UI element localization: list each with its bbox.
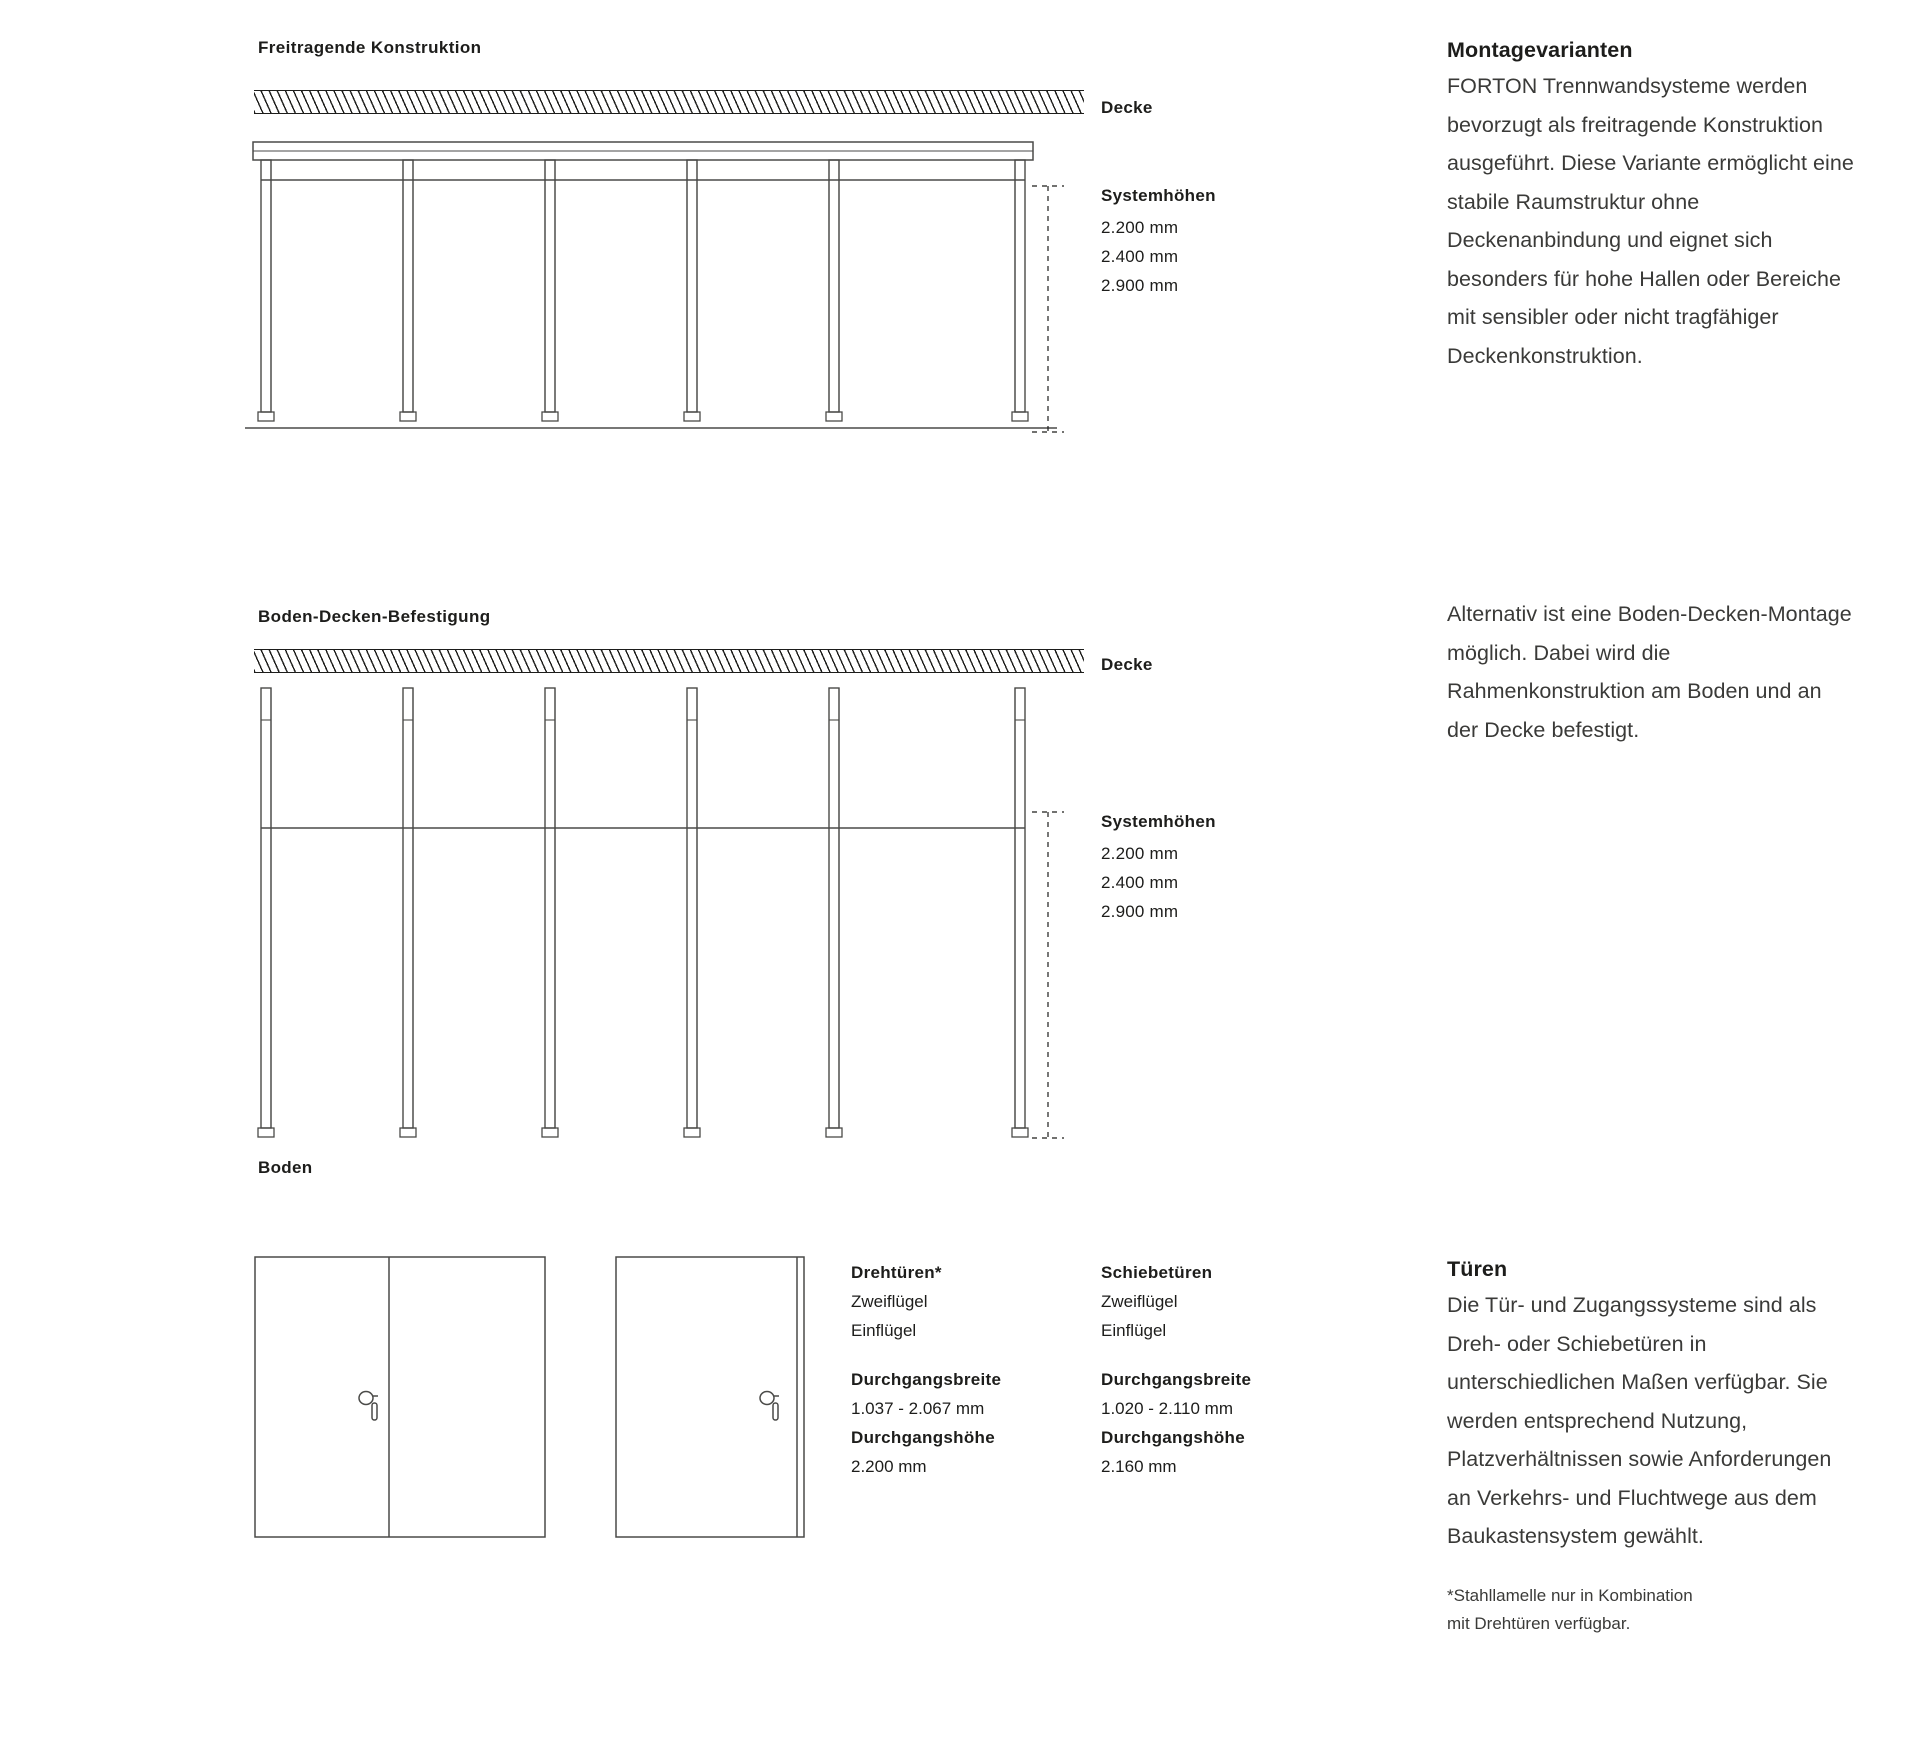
sliding-width-label: Durchgangsbreite xyxy=(1101,1370,1252,1389)
dimension-bracket-floor-ceiling xyxy=(1030,806,1090,1146)
swing-width-label: Durchgangsbreite xyxy=(851,1370,1002,1389)
section-title-cantilever: Freitragende Konstruktion xyxy=(258,38,482,57)
section-title-floor-ceiling: Boden-Decken-Befestigung xyxy=(258,607,491,626)
swing-width-value: 1.037 - 2.067 mm xyxy=(851,1399,985,1418)
right-block-mounting xyxy=(1447,38,1857,375)
alternative-body: Alternativ ist eine Boden-Decken-Montage möglich. Dabei wird die Rahmenkonstruktion am Boden und an der Decke befestigt. xyxy=(1447,602,1852,742)
swing-type-1: Zweiflügel xyxy=(851,1292,928,1311)
system-height-value: 2.900 mm xyxy=(1101,902,1179,921)
mounting-title: Montagevarianten xyxy=(1447,38,1633,62)
drawing-cantilever-wall xyxy=(245,132,1085,522)
mounting-body: FORTON Trennwandsysteme werden bevorzugt als freitragende Konstruktion ausgeführt. Diese Variante ermöglicht eine stabile Raumstruktur ohne Deckenanbindung und eignet sich besonders für hohe Hallen oder Bereiche mit sensibler oder nicht tragfähiger Deckenkonstruktion. xyxy=(1447,74,1854,368)
system-height-value: 2.200 mm xyxy=(1101,844,1179,863)
sliding-type-1: Zweiflügel xyxy=(1101,1292,1178,1311)
right-block-alternative xyxy=(1447,595,1857,749)
swing-title: Drehtüren* xyxy=(851,1263,942,1282)
sliding-height-label: Durchgangshöhe xyxy=(1101,1428,1245,1447)
system-height-value: 2.400 mm xyxy=(1101,247,1179,266)
swing-height-value: 2.200 mm xyxy=(851,1457,927,1476)
ceiling-label-floor-ceiling: Decke xyxy=(1101,655,1153,674)
door-spec-swing xyxy=(851,1258,1001,1481)
system-height-value: 2.200 mm xyxy=(1101,218,1179,237)
dimension-bracket-cantilever xyxy=(1030,180,1090,440)
drawing-door-double xyxy=(254,1256,548,1538)
system-heights-cantilever xyxy=(1101,186,1216,300)
sliding-type-2: Einflügel xyxy=(1101,1321,1167,1340)
right-block-doors xyxy=(1447,1257,1857,1638)
floor-label: Boden xyxy=(258,1158,313,1177)
drawing-floor-ceiling-wall xyxy=(245,660,1085,1140)
doors-body: Die Tür- und Zugangssysteme sind als Dreh- oder Schiebetüren in unterschiedlichen Maßen verfügbar. Sie werden entsprechend Nutzung, Platzverhältnissen sowie Anforderungen an Verkehrs- und Fluchtwege aus dem Baukastensystem gewählt. xyxy=(1447,1293,1832,1548)
doors-footnote-line2: mit Drehtüren verfügbar. xyxy=(1447,1613,1631,1633)
ceiling-label-cantilever: Decke xyxy=(1101,98,1153,117)
system-height-value: 2.400 mm xyxy=(1101,873,1179,892)
system-heights-title-1: Systemhöhen xyxy=(1101,186,1216,205)
sliding-title: Schiebetüren xyxy=(1101,1263,1213,1282)
ceiling-hatch-cantilever xyxy=(254,90,1084,114)
doors-footnote-line1: *Stahllamelle nur in Kombination xyxy=(1447,1585,1693,1605)
swing-height-label: Durchgangshöhe xyxy=(851,1428,995,1447)
sliding-height-value: 2.160 mm xyxy=(1101,1457,1177,1476)
system-heights-floor-ceiling xyxy=(1101,812,1216,926)
sliding-width-value: 1.020 - 2.110 mm xyxy=(1101,1399,1233,1418)
drawing-door-single xyxy=(615,1256,809,1538)
system-height-value: 2.900 mm xyxy=(1101,276,1179,295)
door-spec-sliding xyxy=(1101,1258,1251,1481)
system-heights-title-2: Systemhöhen xyxy=(1101,812,1216,831)
doors-title: Türen xyxy=(1447,1257,1508,1281)
swing-type-2: Einflügel xyxy=(851,1321,917,1340)
